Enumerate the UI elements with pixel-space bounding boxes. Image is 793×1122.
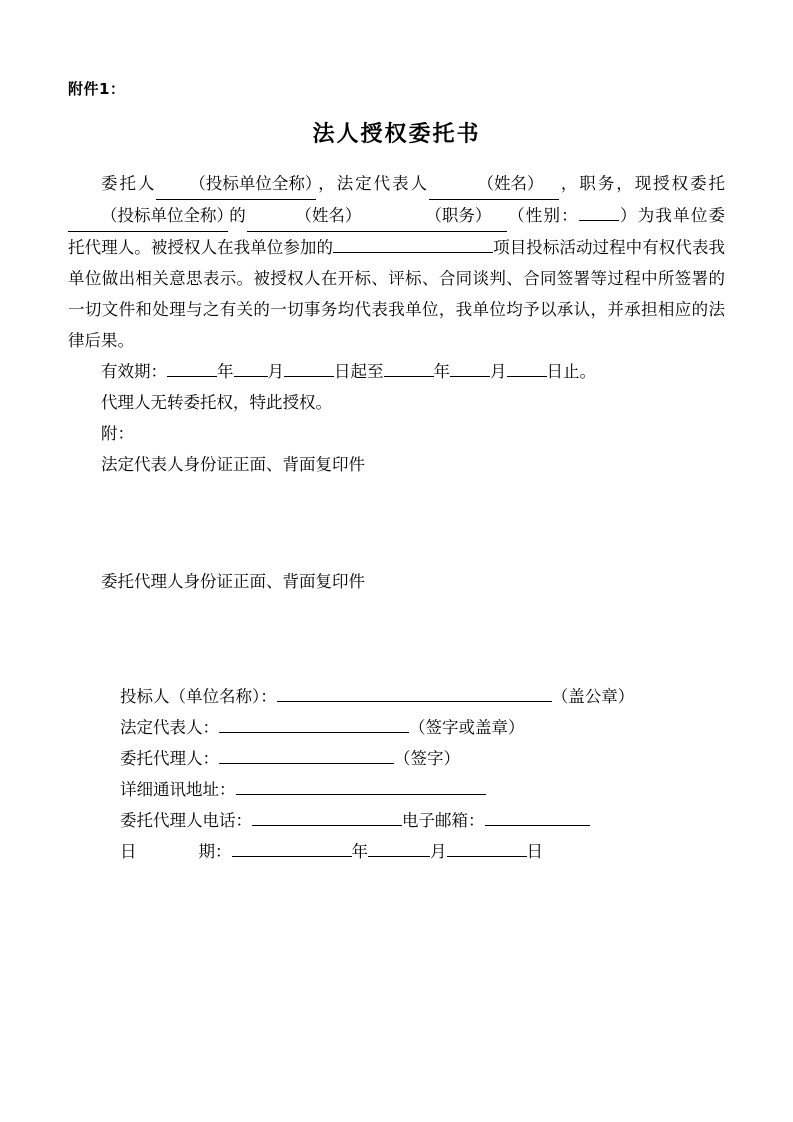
attachment-item-2: 委托代理人身份证正面、背面复印件: [101, 572, 365, 591]
blank-gender: [579, 220, 619, 221]
blank-legal-rep-name: （姓名）: [429, 168, 559, 200]
bidder-value-field[interactable]: [277, 701, 552, 702]
date-year-unit: 年: [351, 842, 368, 861]
validity-prefix: 有效期：: [101, 362, 167, 381]
date-year-field[interactable]: [232, 856, 352, 857]
no-transfer-line: 代理人无转委托权，特此授权。: [101, 393, 332, 412]
blank-bidder-name-2: （投标单位全称）: [68, 200, 228, 232]
signature-block: [68, 681, 725, 867]
blank-project-name: [333, 252, 493, 253]
validity-unit-year-1: 年: [217, 362, 234, 381]
date-month-unit: 月: [430, 842, 447, 861]
validity-line: [68, 356, 725, 387]
date-day-unit: 日: [526, 842, 543, 861]
attachment-label: 附件1：: [68, 80, 126, 98]
blank-end-year: [384, 376, 434, 377]
id-copy-space-2: [68, 597, 725, 681]
blank-start-month: [234, 376, 268, 377]
email-label: 电子邮箱：: [402, 811, 485, 830]
blank-agent-name: （姓名）: [247, 200, 377, 232]
phone-email-row: [120, 805, 725, 836]
bidder-label: 投标人（单位名称）：: [120, 687, 277, 706]
date-label-char-1: 日: [120, 842, 137, 861]
authorization-paragraph: [68, 168, 725, 356]
address-row: [120, 774, 725, 805]
email-value-field[interactable]: [485, 825, 590, 826]
agent-label: 委托代理人：: [120, 749, 219, 768]
blank-end-day: [507, 376, 547, 377]
validity-unit-year-2: 年: [433, 362, 450, 381]
legal-rep-note: （签字或盖章）: [409, 718, 525, 737]
legal-rep-label: 法定代表人：: [120, 718, 219, 737]
attachment-item-1: 法定代表人身份证正面、背面复印件: [101, 455, 365, 474]
para1-seg3: ，职务，现授权委托: [558, 174, 726, 193]
attachment-head: 附：: [101, 424, 134, 443]
blank-start-year: [167, 376, 217, 377]
date-month-field[interactable]: [368, 856, 430, 857]
para1-seg6: ）为我单位委托代理人。被授权人在我单位参加的: [68, 206, 726, 257]
blank-agent-title: （职务）: [377, 200, 507, 232]
validity-end-suffix: 日止。: [546, 362, 596, 381]
agent-note: （签字）: [394, 749, 460, 768]
para1-seg1: 委托人: [101, 174, 157, 193]
address-value-field[interactable]: [236, 794, 486, 795]
legal-rep-row: [120, 712, 725, 743]
para1-seg5: （性别：: [506, 206, 579, 225]
para1-seg2: ，法定代表人: [316, 174, 429, 193]
agent-value-field[interactable]: [219, 763, 394, 764]
date-row: [120, 836, 725, 867]
blank-end-month: [450, 376, 490, 377]
validity-unit-month-1: 月: [267, 362, 284, 381]
phone-label: 委托代理人电话：: [120, 811, 252, 830]
validity-start-suffix: 日起至: [334, 362, 384, 381]
id-copy-space-1: [68, 480, 725, 566]
validity-unit-month-2: 月: [490, 362, 507, 381]
document-body: [68, 168, 725, 867]
address-label: 详细通讯地址：: [120, 780, 236, 799]
bidder-note: （盖公章）: [551, 687, 635, 706]
para1-seg7: 项目投标活动过程中有权代表我单位做出相关意思表示。被授权人在开标、评标、合同谈判、合同签署等过程中所签署的一切文件和处理与之有关的一切事务均代表我单位，我单位均予以承认，并承担相应的法律后果。: [68, 238, 726, 350]
date-label-char-2: 期：: [198, 842, 232, 861]
date-day-field[interactable]: [447, 856, 527, 857]
para1-seg4: 的: [228, 206, 247, 225]
blank-start-day: [284, 376, 334, 377]
agent-row: [120, 743, 725, 774]
page-title: 法人授权委托书: [312, 122, 481, 147]
bidder-row: [120, 681, 725, 712]
blank-bidder-name-1: （投标单位全称）: [156, 168, 316, 200]
phone-value-field[interactable]: [252, 825, 402, 826]
legal-rep-value-field[interactable]: [219, 732, 409, 733]
